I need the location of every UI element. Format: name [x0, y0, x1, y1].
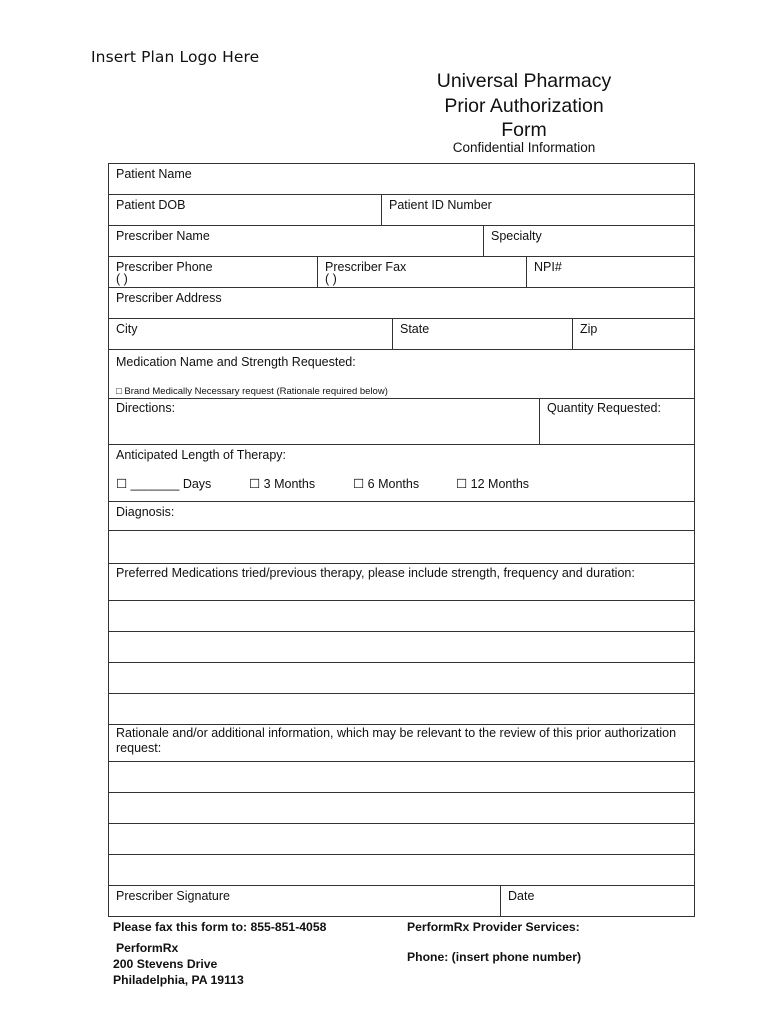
rationale-blank-row[interactable] — [109, 762, 694, 793]
phone-paren: ( ) — [116, 272, 128, 286]
preferred-meds-blank-row[interactable] — [109, 663, 694, 694]
medication-row — [109, 350, 694, 399]
rationale-label-line-1: Rationale and/or additional information, which may be relevant to the review of this prior authorization — [116, 726, 677, 740]
provider-phone: Phone: (insert phone number) — [407, 950, 582, 964]
diagnosis-label: Diagnosis: — [116, 505, 175, 519]
therapy-length-row — [109, 445, 694, 502]
state-label: State — [400, 322, 430, 336]
fax-instruction: Please fax this form to: 855-851-4058 — [113, 920, 327, 934]
npi-cell — [526, 257, 694, 287]
city-state-zip-row — [109, 319, 694, 350]
directions-label: Directions: — [116, 401, 176, 415]
state-cell — [392, 319, 573, 349]
prescriber-phone-label: Prescriber Phone — [116, 260, 213, 274]
preferred-meds-blank-row[interactable] — [109, 632, 694, 663]
patient-name-row — [109, 164, 694, 195]
rationale-row — [109, 725, 694, 762]
patient-id-cell — [381, 195, 694, 225]
diagnosis-blank-row[interactable] — [109, 531, 694, 564]
therapy-option-3-months[interactable]: ☐ 3 Months — [249, 477, 316, 491]
zip-label: Zip — [580, 322, 598, 336]
therapy-option-days[interactable]: ☐ _______ Days — [116, 477, 212, 491]
npi-label: NPI# — [534, 260, 562, 274]
prescriber-contact-row — [109, 257, 694, 288]
prescriber-fax-cell — [317, 257, 527, 287]
confidential-label: Confidential Information — [452, 140, 596, 155]
preferred-meds-label: Preferred Medications tried/previous therapy, please include strength, frequency and duration: — [116, 566, 635, 580]
date-cell — [500, 886, 694, 916]
prescriber-name-label: Prescriber Name — [116, 229, 210, 243]
patient-id-label: Patient ID Number — [389, 198, 492, 212]
therapy-option-12-months[interactable]: ☐ 12 Months — [456, 477, 530, 491]
therapy-length-label: Anticipated Length of Therapy: — [116, 448, 287, 462]
specialty-cell — [483, 226, 694, 256]
signature-row — [109, 886, 694, 917]
title-line-3: Form — [501, 119, 547, 141]
patient-dob-label: Patient DOB — [116, 198, 186, 212]
org-name: PerformRx — [116, 941, 179, 955]
rationale-label-line-2: request: — [116, 741, 162, 755]
rationale-blank-row[interactable] — [109, 824, 694, 855]
org-city-state: Philadelphia, PA 19113 — [113, 973, 244, 987]
prescriber-address-label: Prescriber Address — [116, 291, 222, 305]
rationale-blank-row[interactable] — [109, 855, 694, 886]
fax-paren: ( ) — [325, 272, 337, 286]
city-label: City — [116, 322, 138, 336]
prior-auth-form — [108, 163, 695, 917]
date-label: Date — [508, 889, 535, 903]
brand-necessary-checkbox[interactable]: □ Brand Medically Necessary request (Rationale required below) — [116, 386, 388, 397]
prescriber-address-row — [109, 288, 694, 319]
quantity-label: Quantity Requested: — [547, 401, 661, 415]
prescriber-fax-label: Prescriber Fax — [325, 260, 407, 274]
zip-cell — [572, 319, 694, 349]
provider-services-label: PerformRx Provider Services: — [407, 920, 580, 934]
preferred-meds-row — [109, 564, 694, 601]
preferred-meds-blank-row[interactable] — [109, 601, 694, 632]
patient-dob-row — [109, 195, 694, 226]
org-street: 200 Stevens Drive — [113, 957, 218, 971]
patient-name-label: Patient Name — [116, 167, 192, 181]
prescriber-name-row — [109, 226, 694, 257]
title-line-2: Prior Authorization — [444, 94, 604, 117]
rationale-blank-row[interactable] — [109, 793, 694, 824]
title-line-1: Universal Pharmacy — [436, 70, 612, 92]
preferred-meds-blank-row[interactable] — [109, 694, 694, 725]
diagnosis-row — [109, 502, 694, 531]
form-title — [404, 69, 644, 143]
signature-label: Prescriber Signature — [116, 889, 230, 903]
logo-placeholder: Insert Plan Logo Here — [91, 48, 260, 66]
medication-label: Medication Name and Strength Requested: — [116, 355, 356, 369]
therapy-option-6-months[interactable]: ☐ 6 Months — [353, 477, 420, 491]
specialty-label: Specialty — [491, 229, 542, 243]
quantity-cell — [539, 399, 694, 444]
directions-row — [109, 399, 694, 445]
